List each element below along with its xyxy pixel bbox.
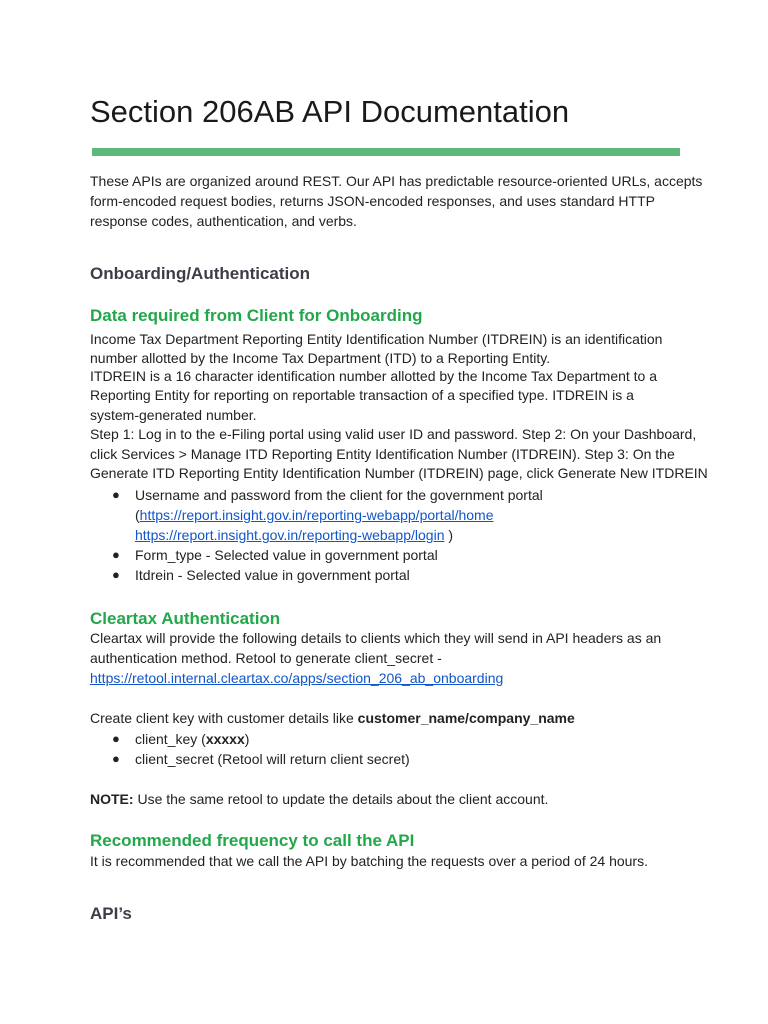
onboarding-authentication-heading: Onboarding/Authentication [90,264,311,283]
portal-home-link[interactable]: https://report.insight.gov.in/reporting-webapp/portal/home [139,507,494,523]
bullet-marker: ● [112,487,120,502]
list-item-text: Itdrein - Selected value in government portal [135,567,410,583]
itdrein-line: Income Tax Department Reporting Entity Identification Number (ITDREIN) is an identification [90,331,663,347]
note-text: Use the same retool to update the details about the client account. [133,791,549,807]
steps-line: click Services > Manage ITD Reporting Entity Identification Number (ITDREIN). Step 3: On the [90,445,675,462]
client-key-prefix: client_key ( [135,731,206,747]
itdrein-line: ITDREIN is a 16 character identification number allotted by the Income Tax Department to a [90,367,658,384]
list-item [90,485,690,545]
intro-line: response codes, authentication, and verbs. [90,213,357,229]
create-client-key-text: Create client key with customer details like [90,710,358,726]
paren-open: ( [135,507,140,523]
steps-line: Step 1: Log in to the e-Filing portal using valid user ID and password. Step 2: On your Dashboard, [90,426,697,442]
itdrein-paragraph [90,330,708,484]
intro-paragraph [90,171,703,231]
list-item [90,729,690,749]
note-label: NOTE: [90,791,134,807]
bullet-marker: ● [112,567,120,582]
list-item [90,545,690,565]
list-item [90,565,690,585]
bullet-marker: ● [112,731,120,746]
apis-heading: API’s [90,904,132,923]
list-item-text: Username and password from the client for the government portal [135,487,543,503]
cleartax-authentication-heading: Cleartax Authentication [90,609,281,628]
retool-onboarding-link[interactable]: https://retool.internal.cleartax.co/apps/section_206_ab_onboarding [90,670,504,686]
itdrein-line: Reporting Entity for reporting on reportable transaction of a specified type. ITDREIN is a [90,387,634,403]
client-key-value: xxxxx [205,731,245,747]
cleartax-line: Cleartax will provide the following details to clients which they will send in API headers as an [90,630,662,646]
itdrein-line: number allotted by the Income Tax Department (ITD) to a Reporting Entity. [90,349,551,366]
itdrein-line: system-generated number. [90,406,257,423]
steps-line: Generate ITD Reporting Entity Identification Number (ITDREIN) page, click Generate New ITDREIN [90,465,708,481]
create-client-key-line [90,708,690,728]
title-divider [92,148,680,156]
client-secret-text: client_secret (Retool will return client secret) [135,751,410,767]
page-title: Section 206AB API Documentation [90,94,570,129]
list-item-text: Form_type - Selected value in government portal [135,547,438,563]
client-key-suffix: ) [244,731,250,747]
bullet-marker: ● [112,751,120,766]
client-credentials-list [90,729,690,769]
portal-login-link[interactable]: https://report.insight.gov.in/reporting-webapp/login [135,527,445,543]
cleartax-paragraph [90,628,690,688]
paren-close: ) [444,527,454,543]
frequency-text: It is recommended that we call the API by batching the requests over a period of 24 hours. [90,853,648,869]
cleartax-line: authentication method. Retool to generate client_secret - [90,650,442,666]
note-line [90,789,690,809]
recommended-frequency-heading: Recommended frequency to call the API [90,831,415,850]
list-item [90,749,690,769]
intro-line: These APIs are organized around REST. Our API has predictable resource-oriented URLs, accepts [90,173,703,189]
intro-line: form-encoded request bodies, returns JSON-encoded responses, and uses standard HTTP [90,193,655,209]
onboarding-requirements-list [90,485,690,585]
data-required-heading: Data required from Client for Onboarding [90,306,423,325]
create-client-key-bold: customer_name/company_name [357,710,575,726]
bullet-marker: ● [112,547,120,562]
